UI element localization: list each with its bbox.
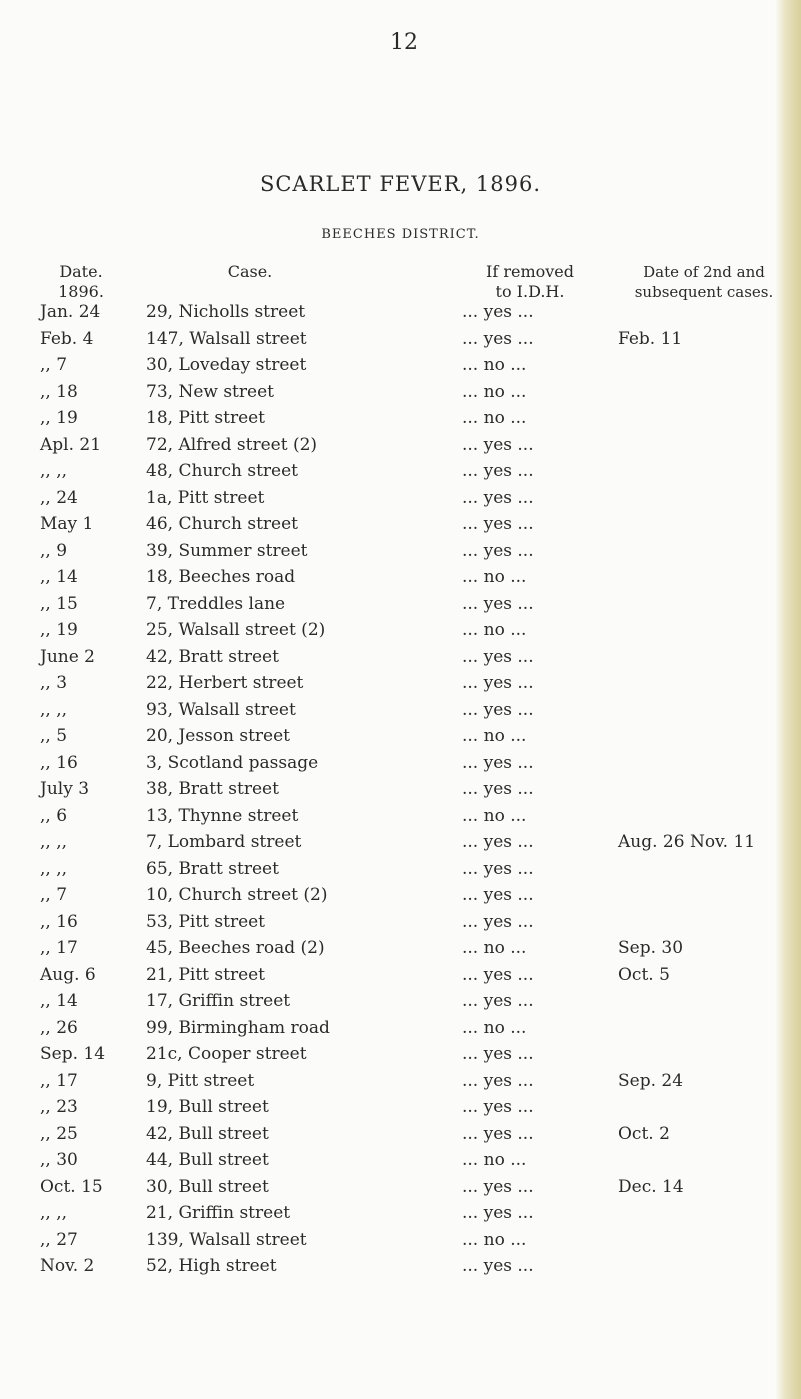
table-row: [0, 408, 801, 435]
row-date: ,, 23: [40, 1097, 78, 1117]
table-row: [0, 302, 801, 329]
row-removed-status: ... yes ...: [462, 434, 534, 455]
page-title: SCARLET FEVER, 1896.: [259, 172, 542, 196]
row-case-address: 30, Bull street: [146, 1176, 269, 1197]
table-row: [0, 594, 801, 621]
row-removed-status: ... yes ...: [462, 1123, 534, 1144]
row-removed-status: ... no ...: [462, 408, 527, 428]
date-header-line1: Date.: [59, 262, 103, 281]
table-row: [0, 488, 801, 515]
row-date: ,, 9: [40, 540, 68, 561]
row-case-address: 25, Walsall street (2): [146, 620, 326, 640]
row-case-address: 147, Walsall street: [146, 328, 307, 349]
row-removed-status: ... yes ...: [462, 646, 534, 667]
row-subsequent-cases: Dec. 14: [618, 1176, 684, 1197]
row-case-address: 20, Jesson street: [146, 726, 290, 746]
table-row: [0, 965, 801, 992]
row-removed-status: ... yes ...: [462, 1044, 534, 1064]
case-column-header: [180, 262, 320, 282]
row-case-address: 48, Church street: [146, 461, 298, 481]
row-removed-status: ... yes ...: [462, 540, 534, 561]
row-case-address: 139, Walsall street: [146, 1229, 307, 1250]
row-removed-status: ... yes ...: [462, 328, 534, 349]
table-row: [0, 1177, 801, 1204]
row-date: ,, 3: [40, 673, 68, 693]
table-row: [0, 541, 801, 568]
row-date: Oct. 15: [40, 1176, 103, 1197]
row-date: ,, ,,: [40, 699, 68, 720]
table-row: [0, 806, 801, 833]
table-row: [0, 647, 801, 674]
table-row: [0, 779, 801, 806]
row-date: ,, 14: [40, 567, 78, 587]
table-row: [0, 753, 801, 780]
row-date: ,, ,,: [40, 832, 68, 852]
row-date: ,, 16: [40, 752, 78, 773]
row-date: ,, ,,: [40, 1203, 68, 1223]
row-removed-status: ... no ...: [462, 1017, 527, 1038]
row-date: ,, 6: [40, 805, 68, 826]
row-removed-status: ... yes ...: [462, 593, 534, 614]
row-case-address: 17, Griffin street: [146, 991, 291, 1011]
row-date: ,, 16: [40, 911, 78, 932]
row-removed-status: ... no ...: [462, 355, 527, 375]
row-case-address: 99, Birmingham road: [146, 1017, 330, 1038]
row-removed-status: ... yes ...: [462, 673, 534, 693]
row-case-address: 42, Bull street: [146, 1123, 269, 1144]
table-row: [0, 673, 801, 700]
row-removed-status: ... yes ...: [462, 302, 534, 322]
row-subsequent-cases: Sep. 24: [618, 1070, 684, 1091]
row-date: ,, 7: [40, 885, 68, 905]
row-case-address: 19, Bull street: [146, 1097, 269, 1117]
row-case-address: 52, High street: [146, 1256, 277, 1276]
row-removed-status: ... yes ...: [462, 1176, 534, 1197]
row-case-address: 44, Bull street: [146, 1150, 269, 1170]
table-row: [0, 1018, 801, 1045]
page-number: 12: [390, 30, 418, 55]
row-removed-status: ... yes ...: [462, 699, 534, 720]
table-row: [0, 912, 801, 939]
table-row: [0, 700, 801, 727]
table-row: [0, 382, 801, 409]
table-row: [0, 1071, 801, 1098]
row-case-address: 42, Bratt street: [146, 646, 279, 667]
row-date: Feb. 4: [40, 328, 94, 349]
table-row: [0, 885, 801, 912]
row-removed-status: ... no ...: [462, 381, 527, 402]
row-case-address: 21, Pitt street: [146, 964, 266, 985]
table-row: [0, 435, 801, 462]
row-subsequent-cases: Oct. 2: [618, 1123, 670, 1144]
table-row: [0, 461, 801, 488]
row-removed-status: ... no ...: [462, 726, 527, 746]
row-date: ,, 19: [40, 620, 78, 640]
row-date: Apl. 21: [40, 434, 102, 455]
row-case-address: 21c, Cooper street: [146, 1044, 307, 1064]
row-date: ,, 19: [40, 408, 78, 428]
table-row: [0, 620, 801, 647]
table-row: [0, 1124, 801, 1151]
row-subsequent-cases: Oct. 5: [618, 964, 670, 985]
row-removed-status: ... yes ...: [462, 514, 534, 534]
row-case-address: 65, Bratt street: [146, 858, 279, 879]
row-date: ,, 26: [40, 1017, 78, 1038]
row-case-address: 7, Lombard street: [146, 832, 302, 852]
removed-column-header: [460, 262, 600, 302]
removed-header-line2: to I.D.H.: [495, 282, 565, 301]
table-row: [0, 938, 801, 965]
table-row: [0, 1230, 801, 1257]
table-row: [0, 1203, 801, 1230]
row-date: Sep. 14: [40, 1044, 106, 1064]
table-row: [0, 991, 801, 1018]
row-removed-status: ... yes ...: [462, 991, 534, 1011]
row-date: ,, 18: [40, 381, 78, 402]
row-removed-status: ... yes ...: [462, 885, 534, 905]
row-case-address: 46, Church street: [146, 514, 298, 534]
row-date: ,, ,,: [40, 858, 68, 879]
row-case-address: 39, Summer street: [146, 540, 308, 561]
row-date: ,, 30: [40, 1150, 78, 1170]
case-table: [0, 302, 801, 1283]
row-case-address: 93, Walsall street: [146, 699, 296, 720]
table-row: [0, 329, 801, 356]
table-row: [0, 832, 801, 859]
row-case-address: 3, Scotland passage: [146, 752, 319, 773]
row-date: ,, ,,: [40, 461, 68, 481]
row-date: June 2: [40, 646, 95, 667]
row-removed-status: ... no ...: [462, 620, 527, 640]
row-removed-status: ... yes ...: [462, 964, 534, 985]
date-header-line2: 1896.: [58, 282, 104, 301]
row-removed-status: ... yes ...: [462, 832, 534, 852]
row-date: ,, 7: [40, 355, 68, 375]
row-removed-status: ... no ...: [462, 805, 527, 826]
row-case-address: 10, Church street (2): [146, 885, 328, 905]
row-case-address: 73, New street: [146, 381, 274, 402]
case-header-label: Case.: [227, 262, 273, 281]
row-date: May 1: [40, 514, 94, 534]
row-removed-status: ... no ...: [462, 567, 527, 587]
table-row: [0, 355, 801, 382]
subsequent-cases-column-header: [614, 262, 794, 302]
row-date: ,, 24: [40, 487, 78, 508]
date-column-header: [36, 262, 126, 302]
row-case-address: 18, Beeches road: [146, 567, 296, 587]
row-removed-status: ... no ...: [462, 938, 527, 958]
table-row: [0, 1044, 801, 1071]
row-subsequent-cases: Feb. 11: [618, 328, 683, 349]
row-subsequent-cases: Aug. 26 Nov. 11: [618, 832, 756, 852]
row-case-address: 18, Pitt street: [146, 408, 266, 428]
table-row: [0, 859, 801, 886]
row-removed-status: ... yes ...: [462, 858, 534, 879]
row-date: ,, 25: [40, 1123, 78, 1144]
row-case-address: 30, Loveday street: [146, 355, 307, 375]
table-row: [0, 514, 801, 541]
row-case-address: 7, Treddles lane: [146, 593, 286, 614]
row-case-address: 13, Thynne street: [146, 805, 299, 826]
row-case-address: 53, Pitt street: [146, 911, 266, 932]
row-case-address: 45, Beeches road (2): [146, 938, 325, 958]
row-date: Nov. 2: [40, 1256, 95, 1276]
row-removed-status: ... yes ...: [462, 461, 534, 481]
row-date: ,, 17: [40, 1070, 78, 1091]
row-date: Jan. 24: [40, 302, 101, 322]
row-removed-status: ... yes ...: [462, 779, 534, 799]
removed-header-line1: If removed: [486, 262, 574, 281]
row-removed-status: ... yes ...: [462, 487, 534, 508]
page-subtitle: BEECHES DISTRICT.: [321, 227, 480, 242]
row-date: Aug. 6: [40, 964, 96, 985]
row-date: ,, 15: [40, 593, 78, 614]
subsequent-header-line1: Date of 2nd and: [643, 263, 765, 281]
table-row: [0, 1256, 801, 1283]
row-case-address: 22, Herbert street: [146, 673, 304, 693]
row-case-address: 21, Griffin street: [146, 1203, 291, 1223]
table-row: [0, 726, 801, 753]
row-case-address: 38, Bratt street: [146, 779, 279, 799]
row-subsequent-cases: Sep. 30: [618, 938, 684, 958]
row-date: ,, 17: [40, 938, 78, 958]
row-date: ,, 5: [40, 726, 68, 746]
row-date: ,, 14: [40, 991, 78, 1011]
row-case-address: 1a, Pitt street: [146, 487, 265, 508]
row-case-address: 9, Pitt street: [146, 1070, 255, 1091]
row-date: ,, 27: [40, 1229, 78, 1250]
row-date: July 3: [40, 779, 90, 799]
row-removed-status: ... yes ...: [462, 1070, 534, 1091]
row-removed-status: ... yes ...: [462, 752, 534, 773]
row-removed-status: ... no ...: [462, 1229, 527, 1250]
table-row: [0, 567, 801, 594]
row-case-address: 29, Nicholls street: [146, 302, 306, 322]
table-row: [0, 1097, 801, 1124]
row-removed-status: ... yes ...: [462, 1203, 534, 1223]
row-removed-status: ... yes ...: [462, 911, 534, 932]
subsequent-header-line2: subsequent cases.: [634, 283, 774, 301]
row-removed-status: ... yes ...: [462, 1256, 534, 1276]
row-case-address: 72, Alfred street (2): [146, 434, 318, 455]
row-removed-status: ... no ...: [462, 1150, 527, 1170]
table-row: [0, 1150, 801, 1177]
row-removed-status: ... yes ...: [462, 1097, 534, 1117]
